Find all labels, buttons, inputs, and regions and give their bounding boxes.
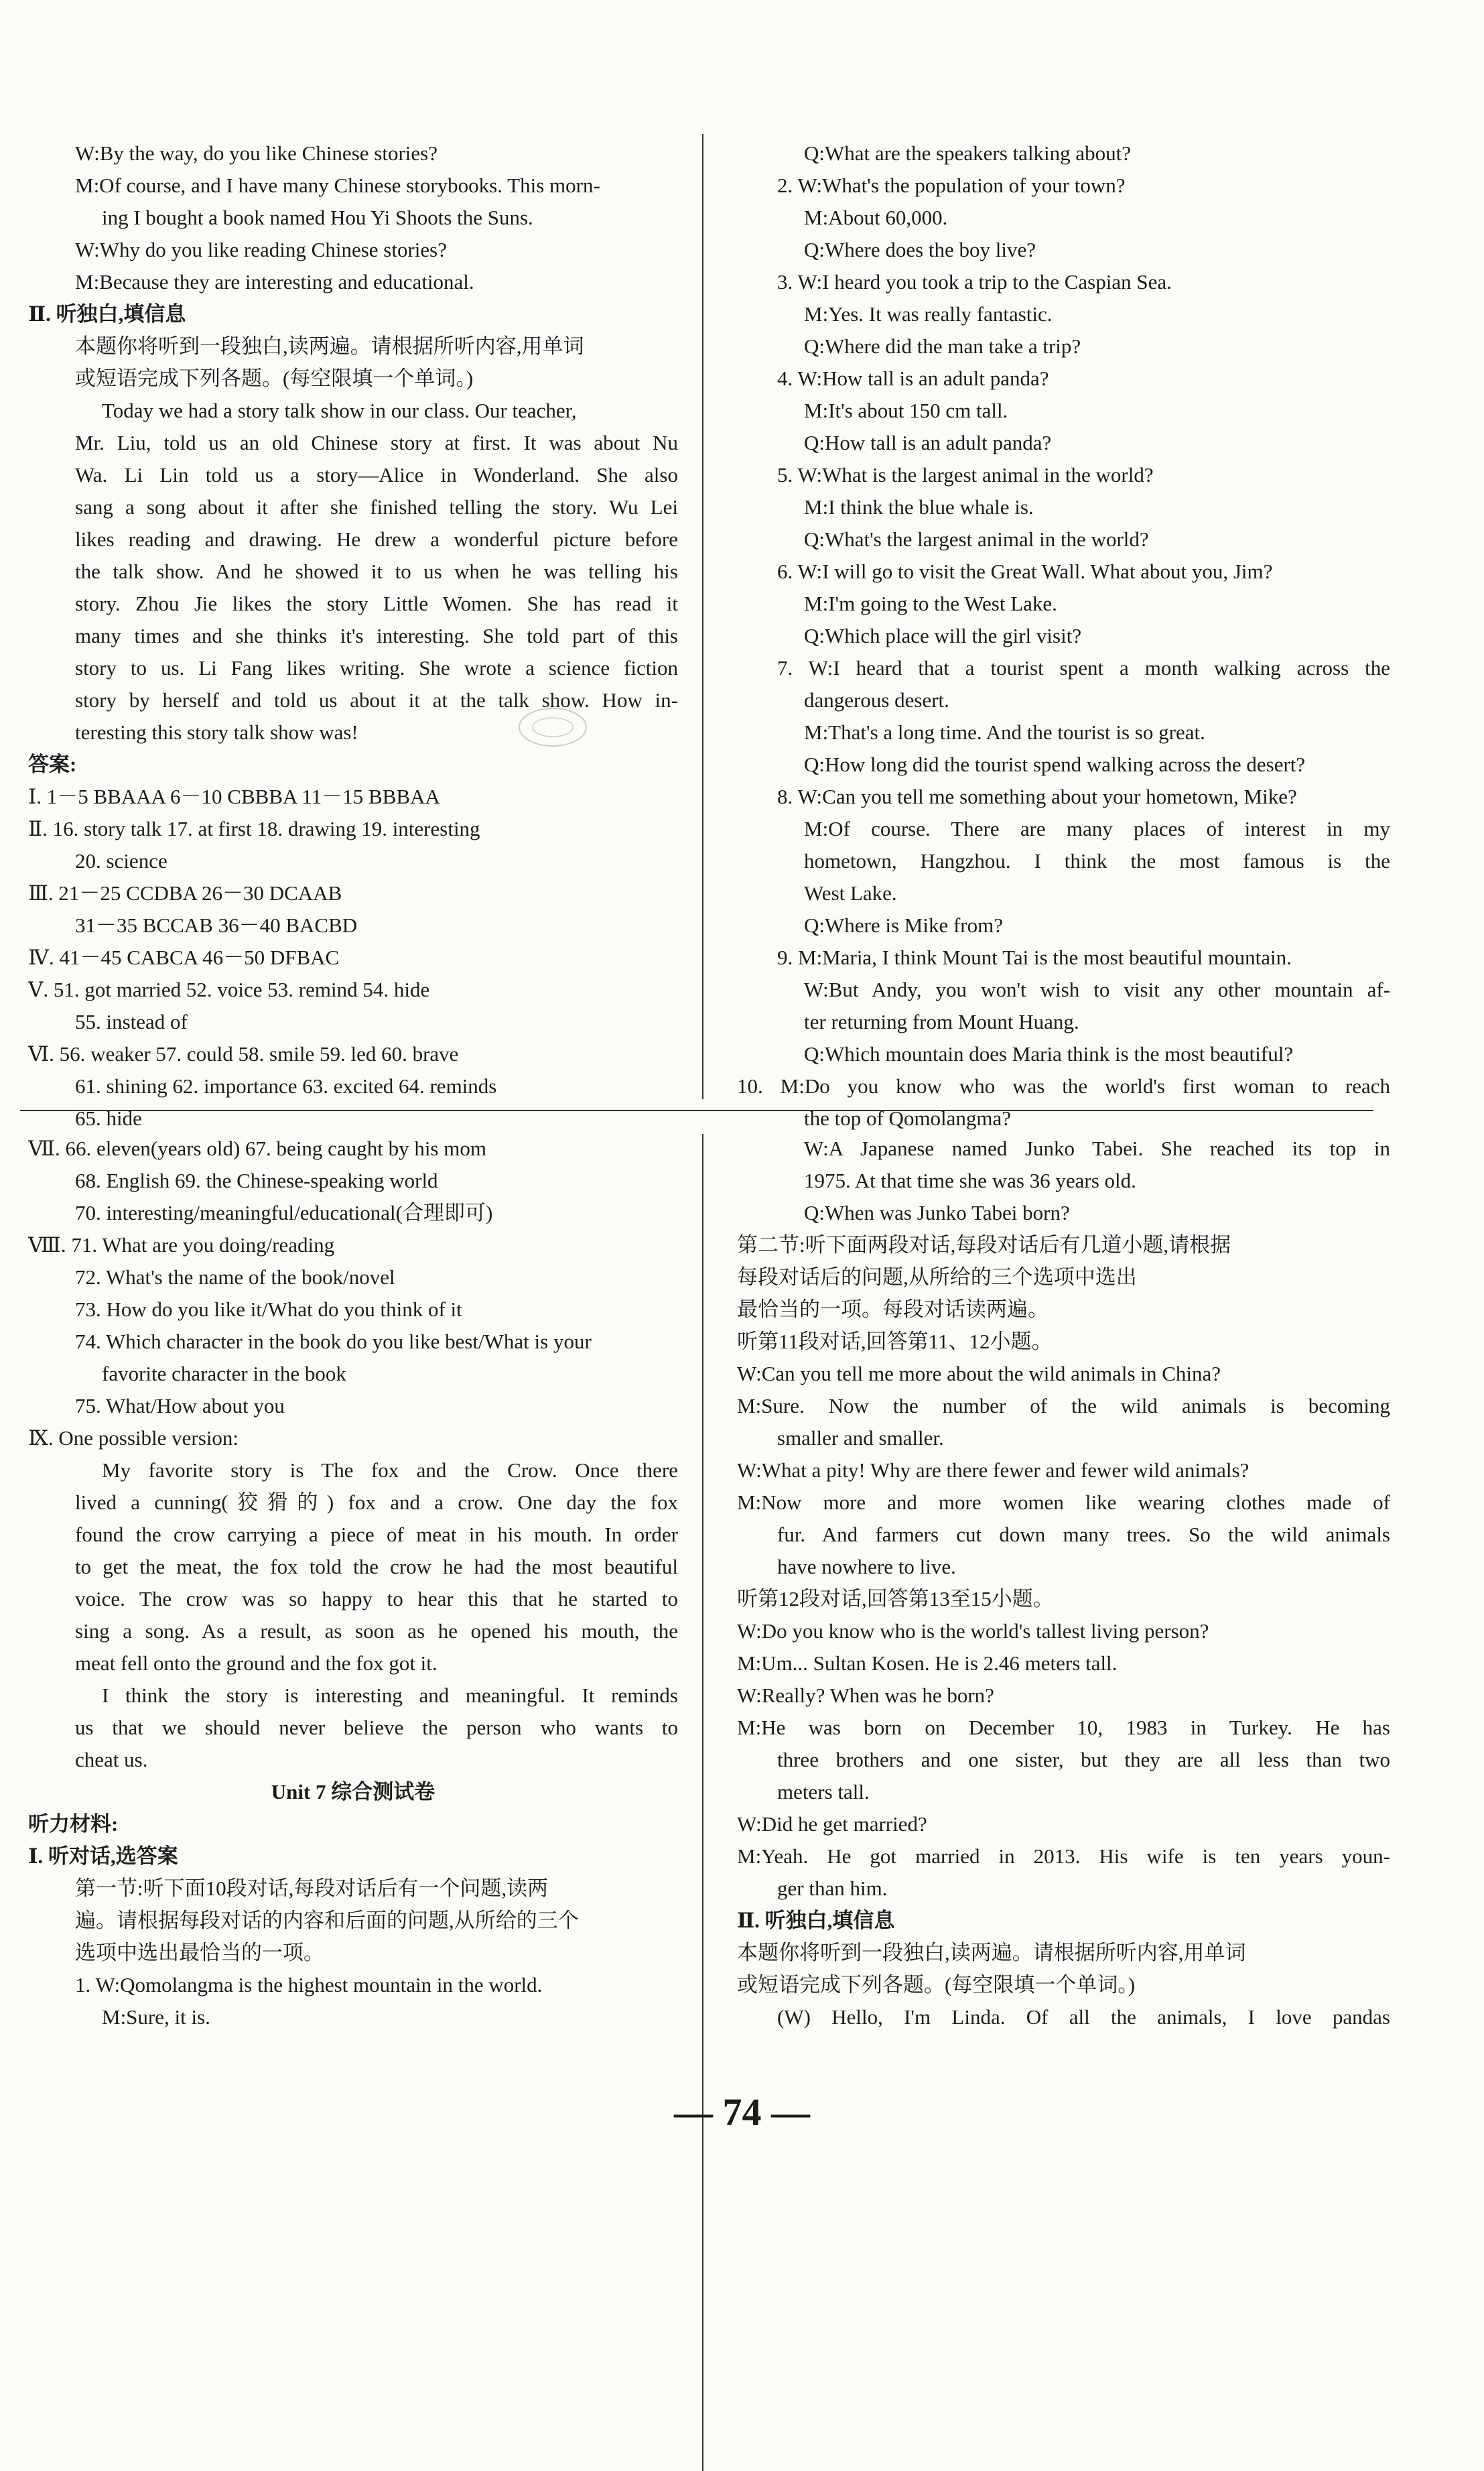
text-line: W:A Japanese named Junko Tabei. She reached its top in — [804, 1137, 1390, 1160]
text-line: Q:Where is Mike from? — [804, 913, 1003, 937]
text-line: Ⅴ. 51. got married 52. voice 53. remind 54. hide — [28, 978, 430, 1001]
text-line: 6. W:I will go to visit the Great Wall. What about you, Jim? — [777, 560, 1273, 583]
text-line: W:Did he get married? — [737, 1812, 927, 1836]
column-divider-top — [702, 134, 703, 1099]
text-line: W:Can you tell me more about the wild animals in China? — [737, 1362, 1221, 1385]
text-line: 72. What's the name of the book/novel — [75, 1265, 395, 1289]
text-line: Ⅰ. 听对话,选答案 — [28, 1844, 178, 1868]
text-line: 听第11段对话,回答第11、12小题。 — [737, 1330, 1053, 1353]
text-line: 遍。请根据每段对话的内容和后面的问题,从所给的三个 — [75, 1909, 579, 1932]
text-line: 70. interesting/meaningful/educational(合理即可) — [75, 1201, 493, 1224]
text-line: M:He was born on December 10, 1983 in Turkey. He has — [737, 1716, 1390, 1739]
text-line: 7. W:I heard that a tourist spent a month walking across the — [777, 656, 1390, 680]
text-line: 第一节:听下面10段对话,每段对话后有一个问题,读两 — [75, 1877, 549, 1900]
text-line: M:Yeah. He got married in 2013. His wife is ten years youn- — [737, 1844, 1390, 1868]
text-line: lived a cunning(狡猾的) fox and a crow. One day the fox — [75, 1491, 678, 1514]
text-line: 听第12段对话,回答第13至15小题。 — [737, 1587, 1054, 1610]
text-line: Ⅱ. 听独白,填信息 — [28, 302, 186, 326]
text-line: M:Now more and more women like wearing clothes made of — [737, 1491, 1390, 1514]
text-line: M:Yes. It was really fantastic. — [804, 302, 1053, 326]
text-line: voice. The crow was so happy to hear this that he started to — [75, 1587, 678, 1610]
text-line: 4. W:How tall is an adult panda? — [777, 367, 1049, 390]
text-line: 8. W:Can you tell me something about your hometown, Mike? — [777, 785, 1297, 808]
text-line: sang a song about it after she finished telling the story. Wu Lei — [75, 495, 678, 519]
text-line: 1975. At that time she was 36 years old. — [804, 1169, 1136, 1192]
text-line: Ⅰ. 1－5 BBAAA 6－10 CBBBA 11－15 BBBAA — [28, 785, 440, 808]
text-line: 2. W:What's the population of your town? — [777, 174, 1126, 197]
text-line: Ⅸ. One possible version: — [28, 1426, 239, 1450]
text-line: 61. shining 62. importance 63. excited 64. reminds — [75, 1074, 497, 1098]
text-line: M:Because they are interesting and educational. — [75, 270, 474, 294]
text-line: Q:How tall is an adult panda? — [804, 431, 1052, 454]
text-line: 74. Which character in the book do you like best/What is your — [75, 1330, 592, 1353]
page-number: — 74 — — [674, 2090, 810, 2134]
text-line: M:I think the blue whale is. — [804, 495, 1034, 519]
text-line: ing I bought a book named Hou Yi Shoots the Suns. — [102, 206, 533, 229]
text-line: have nowhere to live. — [777, 1555, 956, 1578]
text-line: smaller and smaller. — [777, 1426, 944, 1450]
column-divider-bottom — [702, 1134, 703, 2471]
text-line: 65. hide — [75, 1106, 142, 1130]
text-line: (W) Hello, I'm Linda. Of all the animals, I love pandas — [777, 2005, 1390, 2029]
text-line: favorite character in the book — [102, 1362, 346, 1385]
text-line: fur. And farmers cut down many trees. So the wild animals — [777, 1523, 1390, 1546]
text-line: West Lake. — [804, 881, 897, 905]
text-line: W:By the way, do you like Chinese stories? — [75, 141, 437, 165]
watermark-stamp-icon — [516, 704, 590, 751]
text-line: M:That's a long time. And the tourist is so great. — [804, 720, 1205, 744]
text-line: hometown, Hangzhou. I think the most famous is the — [804, 849, 1390, 873]
text-line: Ⅵ. 56. weaker 57. could 58. smile 59. led 60. brave — [28, 1042, 459, 1066]
text-line: the top of Qomolangma? — [804, 1106, 1012, 1130]
text-line: Today we had a story talk show in our class. Our teacher, — [102, 399, 577, 422]
text-line: Ⅱ. 16. story talk 17. at first 18. drawing 19. interesting — [28, 817, 480, 840]
text-line: M:About 60,000. — [804, 206, 948, 229]
text-line: Wa. Li Lin told us a story—Alice in Wonderland. She also — [75, 463, 678, 487]
text-line: M:Um... Sultan Kosen. He is 2.46 meters tall. — [737, 1651, 1118, 1675]
text-line: 或短语完成下列各题。(每空限填一个单词。) — [75, 367, 474, 390]
text-line: story by herself and told us about it at the talk show. How in- — [75, 688, 678, 712]
text-line: M:Of course, and I have many Chinese storybooks. This morn- — [75, 174, 600, 197]
text-line: Q:What are the speakers talking about? — [804, 141, 1132, 165]
text-line: W:Why do you like reading Chinese stories? — [75, 238, 447, 261]
text-line: meat fell onto the ground and the fox got it. — [75, 1651, 437, 1675]
text-line: Ⅱ. 听独白,填信息 — [737, 1909, 895, 1932]
text-line: Q:When was Junko Tabei born? — [804, 1201, 1070, 1224]
text-line: 3. W:I heard you took a trip to the Caspian Sea. — [777, 270, 1172, 294]
text-line: Ⅳ. 41－45 CABCA 46－50 DFBAC — [28, 946, 340, 969]
text-line: 本题你将听到一段独白,读两遍。请根据所听内容,用单词 — [75, 334, 584, 358]
text-line: 每段对话后的问题,从所给的三个选项中选出 — [737, 1265, 1137, 1289]
text-line: Ⅲ. 21－25 CCDBA 26－30 DCAAB — [28, 881, 342, 905]
right-column-top — [737, 137, 1390, 1135]
text-line: 听力材料: — [28, 1812, 119, 1836]
text-line: 20. science — [75, 849, 167, 873]
text-line: M:Sure. Now the number of the wild animals is becoming — [737, 1394, 1390, 1417]
text-line: dangerous desert. — [804, 688, 949, 712]
text-line: 1. W:Qomolangma is the highest mountain in the world. — [75, 1973, 543, 1997]
text-line: us that we should never believe the person who wants to — [75, 1716, 678, 1739]
left-column-bottom — [28, 1133, 678, 2033]
text-line: 73. How do you like it/What do you think of it — [75, 1297, 462, 1321]
text-line: many times and she thinks it's interesting. She told part of this — [75, 624, 678, 647]
text-line: 55. instead of — [75, 1010, 188, 1033]
text-line: Q:Where did the man take a trip? — [804, 334, 1081, 358]
text-line: 第二节:听下面两段对话,每段对话后有几道小题,请根据 — [737, 1233, 1231, 1257]
text-line: teresting this story talk show was! — [75, 720, 358, 744]
text-line: 5. W:What is the largest animal in the world? — [777, 463, 1154, 487]
text-line: 31－35 BCCAB 36－40 BACBD — [75, 913, 358, 937]
text-line: Ⅷ. 71. What are you doing/reading — [28, 1233, 335, 1257]
text-line: 最恰当的一项。每段对话读两遍。 — [737, 1297, 1049, 1321]
text-line: 答案: — [28, 753, 77, 776]
text-line: W:Really? When was he born? — [737, 1684, 994, 1707]
text-line: M:Of course. There are many places of interest in my — [804, 817, 1390, 840]
text-line: My favorite story is The fox and the Crow. Once there — [102, 1458, 678, 1482]
text-line: ger than him. — [777, 1877, 888, 1900]
text-line: Unit 7 综合测试卷 — [271, 1780, 435, 1803]
text-line: W:Do you know who is the world's tallest living person? — [737, 1619, 1209, 1643]
text-line: 10. M:Do you know who was the world's first woman to reach — [737, 1074, 1390, 1098]
text-line: M:It's about 150 cm tall. — [804, 399, 1008, 422]
text-line: I think the story is interesting and meaningful. It reminds — [102, 1684, 678, 1707]
text-line: ter returning from Mount Huang. — [804, 1010, 1079, 1033]
text-line: M:Sure, it is. — [102, 2005, 210, 2029]
text-line: M:I'm going to the West Lake. — [804, 592, 1057, 615]
text-line: 选项中选出最恰当的一项。 — [75, 1941, 324, 1964]
text-line: 68. English 69. the Chinese-speaking world — [75, 1169, 438, 1192]
text-line: three brothers and one sister, but they are all less than two — [777, 1748, 1390, 1771]
text-line: W:What a pity! Why are there fewer and fewer wild animals? — [737, 1458, 1250, 1482]
left-column-top — [28, 137, 678, 1135]
text-line: sing a song. As a result, as soon as he opened his mouth, the — [75, 1619, 678, 1643]
text-line: Mr. Liu, told us an old Chinese story at first. It was about Nu — [75, 431, 678, 454]
text-line: meters tall. — [777, 1780, 870, 1803]
text-line: Ⅶ. 66. eleven(years old) 67. being caught by his mom — [28, 1137, 486, 1160]
text-line: Q:How long did the tourist spend walking across the desert? — [804, 753, 1306, 776]
text-line: Q:Which mountain does Maria think is the most beautiful? — [804, 1042, 1294, 1066]
text-line: Q:Where does the boy live? — [804, 238, 1036, 261]
text-line: cheat us. — [75, 1748, 148, 1771]
text-line: 9. M:Maria, I think Mount Tai is the most beautiful mountain. — [777, 946, 1292, 969]
right-column-bottom — [737, 1133, 1390, 2033]
text-line: the talk show. And he showed it to us when he was telling his — [75, 560, 678, 583]
text-line: 75. What/How about you — [75, 1394, 285, 1417]
text-line: story to us. Li Fang likes writing. She wrote a science fiction — [75, 656, 678, 680]
text-line: story. Zhou Jie likes the story Little Women. She has read it — [75, 592, 678, 615]
text-line: W:But Andy, you won't wish to visit any other mountain af- — [804, 978, 1390, 1001]
text-line: 本题你将听到一段独白,读两遍。请根据所听内容,用单词 — [737, 1941, 1246, 1964]
text-line: likes reading and drawing. He drew a wonderful picture before — [75, 527, 678, 551]
text-line: found the crow carrying a piece of meat in his mouth. In order — [75, 1523, 678, 1546]
text-line: Q:What's the largest animal in the world? — [804, 527, 1149, 551]
text-line: Q:Which place will the girl visit? — [804, 624, 1082, 647]
text-line: 或短语完成下列各题。(每空限填一个单词。) — [737, 1973, 1136, 1997]
text-line: to get the meat, the fox told the crow he had the most beautiful — [75, 1555, 678, 1578]
